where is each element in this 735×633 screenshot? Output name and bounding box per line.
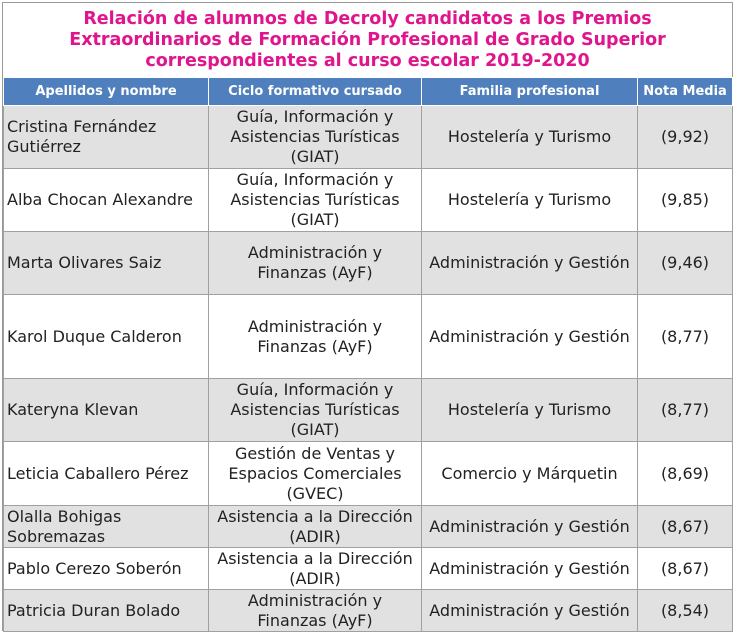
table-row	[4, 506, 733, 548]
cell-nota: (8,67)	[638, 548, 733, 590]
table-row	[4, 548, 733, 590]
cell-name: Kateryna Klevan	[4, 379, 209, 442]
cell-familia: Hostelería y Turismo	[422, 169, 638, 232]
table-header-row	[4, 78, 733, 106]
cell-ciclo: Guía, Información y Asistencias Turísticas (GIAT)	[209, 379, 422, 442]
cell-nota: (8,67)	[638, 506, 733, 548]
cell-ciclo: Gestión de Ventas y Espacios Comerciales (GVEC)	[209, 442, 422, 506]
header-nota: Nota Media	[638, 78, 733, 106]
cell-name: Olalla Bohigas Sobremazas	[4, 506, 209, 548]
cell-familia: Comercio y Márquetin	[422, 442, 638, 506]
table-row	[4, 590, 733, 632]
page-title	[3, 3, 732, 77]
cell-name: Pablo Cerezo Soberón	[4, 548, 209, 590]
title-line-1: Relación de alumnos de Decroly candidatos a los Premios	[83, 8, 652, 29]
cell-ciclo: Guía, Información y Asistencias Turísticas (GIAT)	[209, 169, 422, 232]
cell-name: Marta Olivares Saiz	[4, 232, 209, 295]
header-familia: Familia profesional	[422, 78, 638, 106]
header-ciclo: Ciclo formativo cursado	[209, 78, 422, 106]
cell-nota: (8,77)	[638, 295, 733, 379]
cell-ciclo: Administración y Finanzas (AyF)	[209, 232, 422, 295]
table-row	[4, 232, 733, 295]
cell-ciclo: Guía, Información y Asistencias Turísticas (GIAT)	[209, 106, 422, 169]
table-row	[4, 295, 733, 379]
cell-nota: (9,46)	[638, 232, 733, 295]
cell-familia: Administración y Gestión	[422, 295, 638, 379]
cell-nota: (9,92)	[638, 106, 733, 169]
cell-ciclo: Asistencia a la Dirección (ADIR)	[209, 506, 422, 548]
cell-familia: Administración y Gestión	[422, 548, 638, 590]
cell-name: Patricia Duran Bolado	[4, 590, 209, 632]
cell-familia: Administración y Gestión	[422, 506, 638, 548]
cell-familia: Administración y Gestión	[422, 232, 638, 295]
cell-ciclo: Administración y Finanzas (AyF)	[209, 590, 422, 632]
cell-ciclo: Asistencia a la Dirección (ADIR)	[209, 548, 422, 590]
cell-name: Leticia Caballero Pérez	[4, 442, 209, 506]
cell-familia: Administración y Gestión	[422, 590, 638, 632]
cell-ciclo: Administración y Finanzas (AyF)	[209, 295, 422, 379]
cell-nota: (9,85)	[638, 169, 733, 232]
title-line-2: Extraordinarios de Formación Profesional de Grado Superior	[69, 29, 666, 50]
header-name: Apellidos y nombre	[4, 78, 209, 106]
cell-nota: (8,54)	[638, 590, 733, 632]
cell-familia: Hostelería y Turismo	[422, 379, 638, 442]
cell-familia: Hostelería y Turismo	[422, 106, 638, 169]
cell-name: Cristina Fernández Gutiérrez	[4, 106, 209, 169]
cell-name: Alba Chocan Alexandre	[4, 169, 209, 232]
cell-name: Karol Duque Calderon	[4, 295, 209, 379]
title-line-3: correspondientes al curso escolar 2019-2020	[145, 50, 590, 71]
cell-nota: (8,77)	[638, 379, 733, 442]
document-frame	[2, 2, 733, 631]
table-row	[4, 442, 733, 506]
table-row	[4, 379, 733, 442]
cell-nota: (8,69)	[638, 442, 733, 506]
candidates-table	[3, 77, 733, 632]
table-row	[4, 169, 733, 232]
table-row	[4, 106, 733, 169]
